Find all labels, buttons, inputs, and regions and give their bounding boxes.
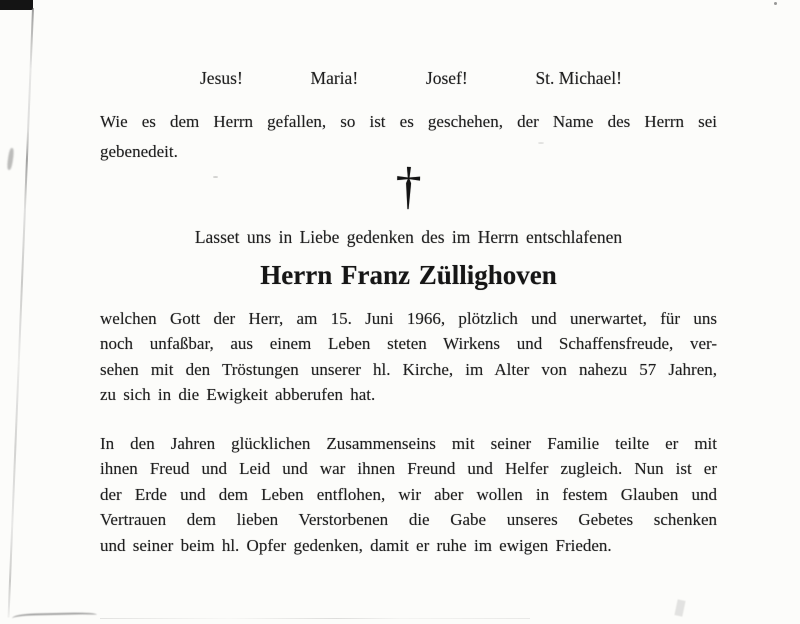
invocation-line — [200, 66, 622, 90]
deceased-name: Herrn Franz Züllighoven — [260, 260, 557, 290]
paragraph-line: und seiner beim hl. Opfer gedenken, damit er ruhe im ewigen Frieden. — [100, 535, 612, 555]
opening-line: gebenedeit. — [100, 142, 178, 161]
invocation-name-jesus: Jesus! — [200, 68, 243, 88]
paragraph-line: sehen mit den Tröstungen unserer hl. Kirche, im Alter von nahezu 57 Jahren, — [100, 359, 717, 379]
obituary-paragraph-1 — [100, 306, 717, 408]
scan-speck — [674, 599, 685, 616]
scan-corner-artifact — [0, 0, 33, 10]
paragraph-line: der Erde und dem Leben entflohen, wir aber wollen in festem Glauben und — [100, 484, 717, 504]
scan-bottom-squiggle — [12, 612, 97, 622]
paragraph-line: Vertrauen dem lieben Verstorbenen die Gabe unseres Gebetes schenken — [100, 510, 717, 530]
paragraph-line: ihnen Freud und Leid und war ihnen Freund und Helfer zugleich. Nun ist er — [100, 459, 717, 479]
invocation-name-josef: Josef! — [425, 68, 468, 88]
invocation-name-maria: Maria! — [310, 68, 359, 88]
scan-bottom-trace — [100, 618, 530, 619]
scan-crease-line — [8, 8, 34, 618]
opening-line: Wie es dem Herrn gefallen, so ist es geschehen, der Name des Herrn sei — [100, 112, 717, 131]
scan-smudge — [6, 148, 14, 170]
memorial-intro: Lasset uns in Liebe gedenken des im Herrn entschlafenen — [194, 227, 623, 247]
paragraph-line: In den Jahren glücklichen Zusammenseins mit seiner Familie teilte er mit — [100, 434, 717, 453]
invocation-name-st-michael: St. Michael! — [535, 68, 622, 88]
paragraph-line: zu sich in die Ewigkeit abberufen hat. — [100, 385, 376, 405]
paragraph-line: welchen Gott der Herr, am 15. Juni 1966, plötzlich und unerwartet, für uns — [100, 309, 717, 328]
paragraph-line: noch unfaßbar, aus einem Leben steten Wirkens und Schaffensfreude, ver- — [100, 334, 717, 354]
cross-icon: † — [394, 157, 423, 216]
obituary-paragraph-2 — [100, 431, 717, 558]
scan-speck — [774, 2, 777, 5]
